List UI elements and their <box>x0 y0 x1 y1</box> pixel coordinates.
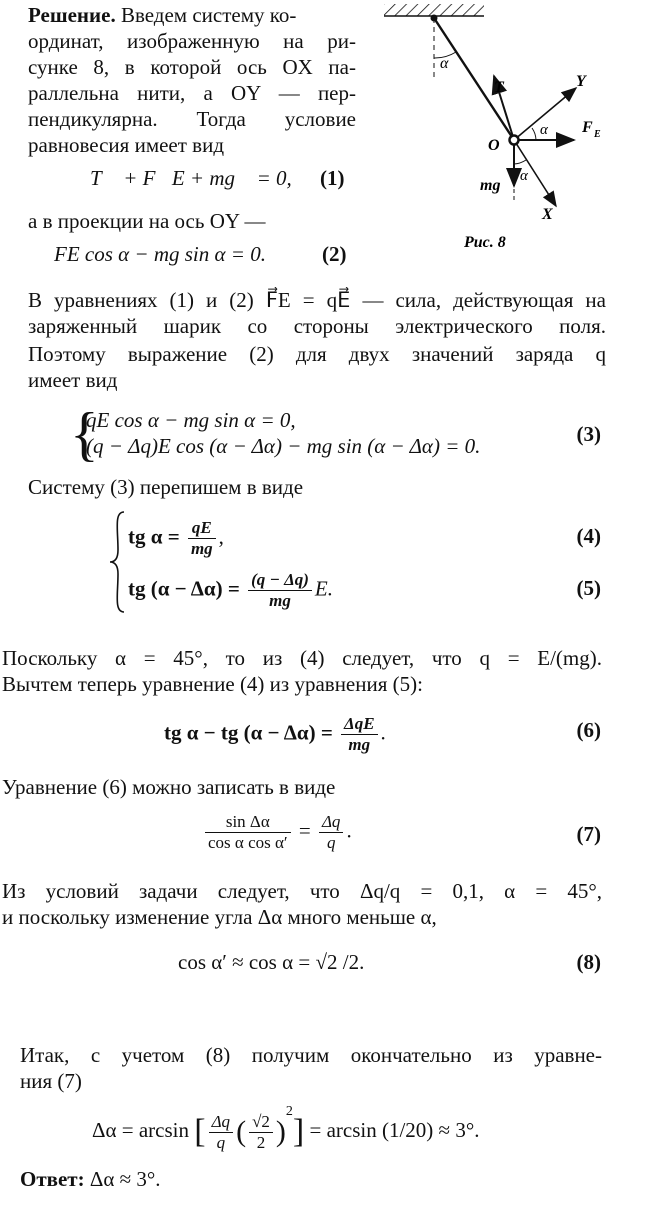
equation-6-den: mg <box>348 735 371 754</box>
equation-3-number: (3) <box>576 422 601 446</box>
equation-5-number: (5) <box>576 576 601 600</box>
equation-final-d2: 2 <box>256 1132 266 1152</box>
para1-line1-rest: Введем систему ко- <box>120 3 297 27</box>
equation-7-num1: sin Δα <box>205 812 291 833</box>
tension-label: T <box>494 79 504 96</box>
equation-final-lhs: Δα = arcsin <box>92 1118 189 1142</box>
para1-line4: раллельна нити, а OY — пер- <box>28 81 356 105</box>
alpha-label-top: α <box>440 55 449 72</box>
system-brace-45 <box>108 510 128 614</box>
equation-final-n2: √2 <box>249 1112 273 1133</box>
equation-6-number: (6) <box>576 718 601 742</box>
equation-4-den: mg <box>190 539 213 558</box>
equation-final-d1: q <box>216 1132 226 1152</box>
system-brace-3: { <box>70 401 99 467</box>
para1-line3: сунке 8, в которой ось OX па- <box>28 55 356 79</box>
para2-line2: заряженный шарик со стороны электрического поля. <box>28 314 606 338</box>
para2-line3: Поэтому выражение (2) для двух значений заряда q <box>28 342 606 366</box>
para4-line1: Поскольку α = 45°, то из (4) следует, что q = E/(mg). <box>2 646 602 670</box>
equation-4-number: (4) <box>576 524 601 548</box>
equation-7-number: (7) <box>576 822 601 846</box>
equation-6-tail: . <box>380 720 386 745</box>
equation-6 <box>164 714 386 755</box>
ceiling-hatch <box>384 4 484 16</box>
equation-1-number: (1) <box>320 166 345 190</box>
para7-line1: Итак, с учетом (8) получим окончательно из уравне- <box>20 1043 602 1067</box>
para7-line2: ния (7) <box>20 1069 82 1093</box>
equation-5 <box>128 570 333 611</box>
equation-5-lhs: tg (α − Δα) = <box>128 576 240 601</box>
para6-line2: и поскольку изменение угла Δα много меньше α, <box>2 905 437 929</box>
figure-8 <box>376 0 616 262</box>
equation-7-tail: . <box>346 818 352 843</box>
equation-final-rhs: = arcsin (1/20) ≈ 3°. <box>309 1118 480 1142</box>
equation-6-lhs: tg α − tg (α − Δα) = <box>164 720 333 745</box>
equation-4-num: qE <box>188 518 216 539</box>
para5: Уравнение (6) можно записать в виде <box>2 775 336 799</box>
alpha-label-bottom: α <box>520 168 528 184</box>
equation-4-tail: , <box>218 524 224 549</box>
equation-4 <box>128 518 224 559</box>
equation-7-eq: = <box>298 818 311 843</box>
equation-7-den2: q <box>326 833 336 852</box>
equation-7-num2: Δq <box>319 812 343 833</box>
equation-8-number: (8) <box>576 950 601 974</box>
solution-label: Решение. <box>28 3 116 27</box>
equation-final: Δα = arcsin [ $\frac{\Delta q}{q}$ ( $\frac{√2}{2}$ )$^2$] = arcsin (1/20) ≈ 3°. <box>92 1104 480 1152</box>
equation-7-den1: cos α cos α′ <box>208 833 288 852</box>
equation-5-tail: E. <box>314 576 333 601</box>
charged-ball <box>510 136 519 145</box>
fe-label-sub: E <box>594 129 601 140</box>
para2-line4: имеет вид <box>28 368 118 392</box>
figure-caption: Рис. 8 <box>464 234 506 251</box>
equation-7 <box>202 812 352 853</box>
answer-value: Δα ≈ 3°. <box>89 1167 161 1191</box>
para4-line2: Вычтем теперь уравнение (4) из уравнения (5): <box>2 672 423 696</box>
equation-3-row1: qE cos α − mg sin α = 0, <box>86 408 296 432</box>
para1-line5: пендикулярна. Тогда условие <box>28 107 356 131</box>
equation-final-power: 2 <box>285 1104 293 1119</box>
equation-1: T⃗ + F⃗E + mg⃗ = 0, <box>90 166 292 190</box>
equation-final-n1: Δq <box>209 1112 233 1133</box>
para3: Систему (3) перепишем в виде <box>28 475 304 499</box>
equation-2: FE cos α − mg sin α = 0. <box>54 242 266 266</box>
answer-line <box>20 1166 161 1192</box>
fe-label: F <box>582 119 593 136</box>
equation-2-number: (2) <box>322 242 347 266</box>
alpha-label-right: α <box>540 122 548 138</box>
mg-label: mg <box>480 177 501 194</box>
equation-4-lhs: tg α = <box>128 524 180 549</box>
equation-8: cos α′ ≈ cos α = √2 /2. <box>178 950 365 974</box>
para1-line1 <box>28 2 358 28</box>
para1-line2: ординат, изображенную на ри- <box>28 29 356 53</box>
para1-line6: равновесия имеет вид <box>28 133 225 157</box>
answer-label: Ответ: <box>20 1167 85 1191</box>
projection-text: а в проекции на ось OY — <box>28 209 266 233</box>
equation-6-num: ΔqE <box>341 714 378 735</box>
origin-label: O <box>488 137 500 154</box>
y-axis-label: Y <box>576 73 586 90</box>
equation-5-num: (q − Δq) <box>248 570 312 591</box>
equation-3-row2: (q − Δq)E cos (α − Δα) − mg sin (α − Δα) = 0. <box>86 434 481 458</box>
equation-5-den: mg <box>269 591 291 610</box>
para6-line1: Из условий задачи следует, что Δq/q = 0,1, α = 45°, <box>2 879 602 903</box>
para2-line1: В уравнениях (1) и (2) F⃗E = qE⃗ — сила, действующая на <box>28 288 606 312</box>
x-axis-label: X <box>542 206 553 223</box>
